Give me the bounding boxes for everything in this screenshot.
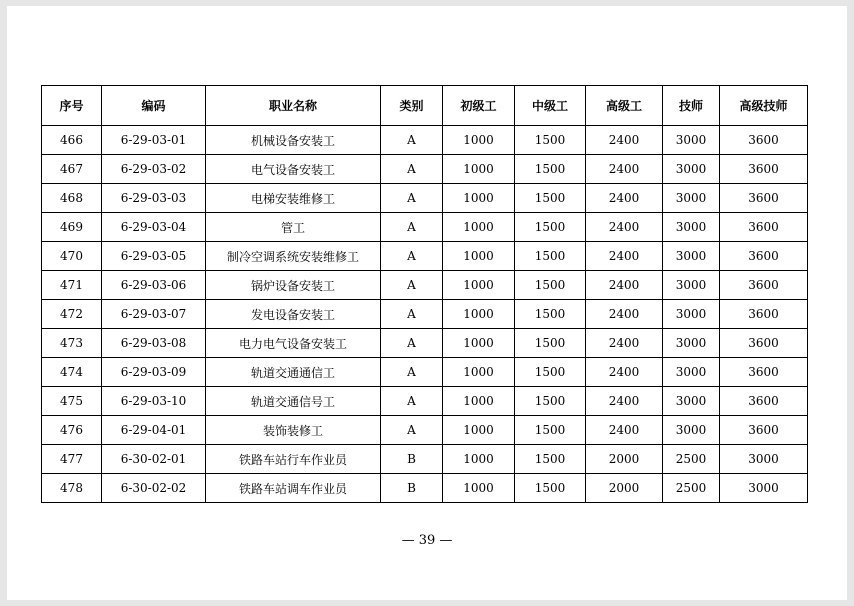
table-cell: 1500 <box>515 416 586 445</box>
table-cell: 3000 <box>663 155 720 184</box>
table-cell: 3600 <box>720 329 808 358</box>
table-cell: 2400 <box>586 300 663 329</box>
table-cell: A <box>381 242 443 271</box>
header-cell: 序号 <box>42 86 102 126</box>
table-row <box>42 329 808 358</box>
table-row <box>42 126 808 155</box>
table-cell: 1500 <box>515 126 586 155</box>
table-cell: 3600 <box>720 184 808 213</box>
table-cell: A <box>381 271 443 300</box>
table-cell: 476 <box>42 416 102 445</box>
table-cell: 3000 <box>663 184 720 213</box>
table-cell: 1500 <box>515 271 586 300</box>
table-cell: A <box>381 329 443 358</box>
table-cell: 2400 <box>586 358 663 387</box>
table-cell: A <box>381 126 443 155</box>
table-cell: 1000 <box>443 474 515 503</box>
table-cell: 6-30-02-02 <box>102 474 206 503</box>
table-cell: A <box>381 300 443 329</box>
table-cell: 铁路车站行车作业员 <box>206 445 381 474</box>
table-cell: 2400 <box>586 155 663 184</box>
table-cell: A <box>381 416 443 445</box>
table-row <box>42 445 808 474</box>
header-cell: 技师 <box>663 86 720 126</box>
table-cell: 2400 <box>586 329 663 358</box>
table-cell: 3600 <box>720 155 808 184</box>
table-cell: 1000 <box>443 358 515 387</box>
table-row <box>42 213 808 242</box>
table-cell: 3000 <box>720 445 808 474</box>
table-cell: 468 <box>42 184 102 213</box>
table-cell: 3600 <box>720 358 808 387</box>
table-cell: 铁路车站调车作业员 <box>206 474 381 503</box>
table-cell: A <box>381 155 443 184</box>
document-page <box>7 6 847 600</box>
table-cell: 473 <box>42 329 102 358</box>
table-cell: 2400 <box>586 126 663 155</box>
table-cell: 6-30-02-01 <box>102 445 206 474</box>
table-cell: 3000 <box>663 271 720 300</box>
table-cell: 2400 <box>586 387 663 416</box>
table-cell: 1000 <box>443 271 515 300</box>
table-row <box>42 387 808 416</box>
table-cell: 3600 <box>720 213 808 242</box>
table-row <box>42 271 808 300</box>
table-cell: 471 <box>42 271 102 300</box>
table-cell: 2400 <box>586 242 663 271</box>
header-cell: 中级工 <box>515 86 586 126</box>
table-cell: 6-29-03-07 <box>102 300 206 329</box>
table-header-row <box>42 86 808 126</box>
table-cell: B <box>381 445 443 474</box>
table-cell: 1500 <box>515 213 586 242</box>
table-cell: 3000 <box>663 300 720 329</box>
table-cell: 1500 <box>515 387 586 416</box>
table-cell: 电气设备安装工 <box>206 155 381 184</box>
table-cell: 3000 <box>663 213 720 242</box>
table-cell: 6-29-03-09 <box>102 358 206 387</box>
table-cell: 3600 <box>720 300 808 329</box>
table-cell: 1000 <box>443 445 515 474</box>
header-cell: 编码 <box>102 86 206 126</box>
table-cell: 发电设备安装工 <box>206 300 381 329</box>
table-cell: 3000 <box>663 416 720 445</box>
table-cell: 1500 <box>515 358 586 387</box>
table-cell: 2000 <box>586 474 663 503</box>
table-cell: 2400 <box>586 184 663 213</box>
table-cell: 2000 <box>586 445 663 474</box>
table-cell: 6-29-03-01 <box>102 126 206 155</box>
table-cell: 3600 <box>720 242 808 271</box>
table-cell: 2400 <box>586 213 663 242</box>
table-cell: 2400 <box>586 416 663 445</box>
table-cell: 电梯安装维修工 <box>206 184 381 213</box>
table-cell: 477 <box>42 445 102 474</box>
header-cell: 高级技师 <box>720 86 808 126</box>
table-cell: 轨道交通通信工 <box>206 358 381 387</box>
table-cell: 管工 <box>206 213 381 242</box>
table-cell: 1000 <box>443 416 515 445</box>
table-cell: 1500 <box>515 155 586 184</box>
table-cell: 6-29-03-02 <box>102 155 206 184</box>
table-row <box>42 184 808 213</box>
table-body <box>42 126 808 503</box>
table-cell: 472 <box>42 300 102 329</box>
table-cell: A <box>381 387 443 416</box>
table-cell: 2400 <box>586 271 663 300</box>
table-cell: 1500 <box>515 474 586 503</box>
header-cell: 类别 <box>381 86 443 126</box>
table-cell: 6-29-03-03 <box>102 184 206 213</box>
page-number: — 39 — <box>401 533 453 548</box>
header-cell: 高级工 <box>586 86 663 126</box>
table-cell: 2500 <box>663 474 720 503</box>
table-cell: 1500 <box>515 242 586 271</box>
table-cell: 3000 <box>663 329 720 358</box>
table-cell: A <box>381 358 443 387</box>
header-cell: 职业名称 <box>206 86 381 126</box>
table-cell: 478 <box>42 474 102 503</box>
table-row <box>42 155 808 184</box>
table-cell: 1000 <box>443 300 515 329</box>
table-cell: 3600 <box>720 416 808 445</box>
table-cell: 3600 <box>720 126 808 155</box>
table-cell: 1000 <box>443 155 515 184</box>
table-cell: 470 <box>42 242 102 271</box>
table-cell: 1000 <box>443 184 515 213</box>
table-cell: 机械设备安装工 <box>206 126 381 155</box>
table-cell: 1000 <box>443 126 515 155</box>
table-cell: 6-29-03-06 <box>102 271 206 300</box>
table-cell: 轨道交通信号工 <box>206 387 381 416</box>
table-cell: 1500 <box>515 329 586 358</box>
table-row <box>42 242 808 271</box>
table-cell: B <box>381 474 443 503</box>
table-cell: A <box>381 184 443 213</box>
table-cell: 1000 <box>443 242 515 271</box>
table-row <box>42 416 808 445</box>
occupation-subsidy-table <box>41 85 808 503</box>
table-cell: 1500 <box>515 300 586 329</box>
table-cell: 6-29-03-05 <box>102 242 206 271</box>
table-cell: 1500 <box>515 445 586 474</box>
table-cell: 1500 <box>515 184 586 213</box>
table-cell: A <box>381 213 443 242</box>
header-cell: 初级工 <box>443 86 515 126</box>
table-cell: 3000 <box>663 387 720 416</box>
table-cell: 3600 <box>720 271 808 300</box>
table-cell: 6-29-03-04 <box>102 213 206 242</box>
table-cell: 6-29-03-10 <box>102 387 206 416</box>
table-cell: 3000 <box>663 126 720 155</box>
table-cell: 3000 <box>720 474 808 503</box>
table-row <box>42 474 808 503</box>
table-cell: 6-29-04-01 <box>102 416 206 445</box>
table-cell: 3000 <box>663 358 720 387</box>
table-cell: 6-29-03-08 <box>102 329 206 358</box>
table-cell: 3600 <box>720 387 808 416</box>
table-row <box>42 300 808 329</box>
table-cell: 469 <box>42 213 102 242</box>
table-cell: 467 <box>42 155 102 184</box>
table-cell: 466 <box>42 126 102 155</box>
table-cell: 475 <box>42 387 102 416</box>
table-cell: 1000 <box>443 387 515 416</box>
table-cell: 3000 <box>663 242 720 271</box>
table-cell: 装饰装修工 <box>206 416 381 445</box>
table-row <box>42 358 808 387</box>
table-cell: 2500 <box>663 445 720 474</box>
table-cell: 电力电气设备安装工 <box>206 329 381 358</box>
table-cell: 1000 <box>443 213 515 242</box>
table-cell: 474 <box>42 358 102 387</box>
table-cell: 1000 <box>443 329 515 358</box>
table-cell: 制冷空调系统安装维修工 <box>206 242 381 271</box>
table-cell: 锅炉设备安装工 <box>206 271 381 300</box>
